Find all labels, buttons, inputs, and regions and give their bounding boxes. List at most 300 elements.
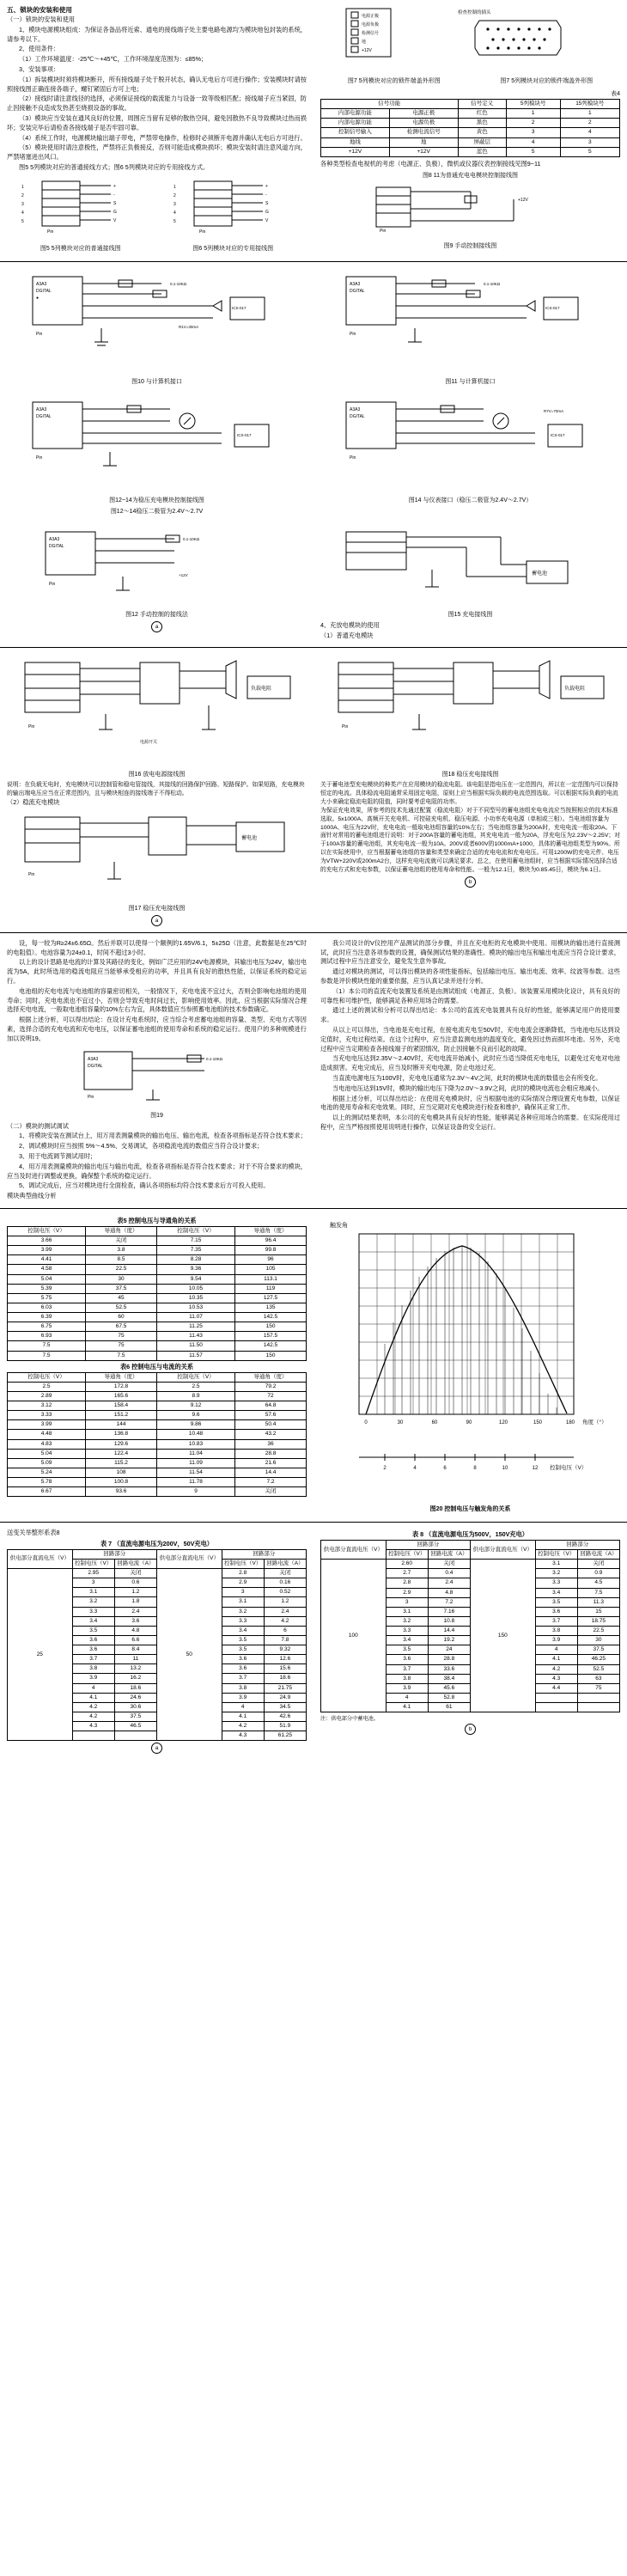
cell: 2.89 [8,1391,86,1401]
column-fig18 [314,650,627,929]
cell: 135 [235,1303,307,1312]
cell: 96.4 [235,1236,307,1246]
cell: 50.4 [235,1420,307,1430]
table-header-cell: 控制电压（V） [535,1550,577,1560]
paragraph: 以上的设计思路是电流的计算及其路径的变化，例如广泛应用的24V电源模块，其输出电压为24V，输出电流为5A，此时所选用的稳流电阻应当能够承受相应的功率，并且具有良好的散热性能，以保证系统的稳定运行。 [7,958,307,986]
cell: 3.3 [535,1578,577,1588]
figure-13 [7,395,307,494]
cell: 3.3 [386,1627,428,1636]
svg-text:A3A3: A3A3 [48,536,59,542]
cell: 地 [389,137,458,147]
cell: 3.3 [222,1616,264,1626]
cell: 4.58 [8,1265,86,1274]
cell: 14.4 [428,1627,470,1636]
cell: 3.6 [72,1645,114,1655]
cell: 2.4 [264,1607,306,1616]
cell: 内部电源功能 [321,109,390,119]
figure-mark-a: a [7,621,307,632]
svg-text:检查控制的插头: 检查控制的插头 [457,10,491,15]
svg-text:电源正极: 电源正极 [361,14,379,19]
cell: 3.8 [72,1664,114,1674]
cell: 52.5 [577,1664,619,1674]
svg-text:DGITAL: DGITAL [87,1063,103,1069]
cell: 37.5 [577,1645,619,1655]
cell: 3.7 [386,1664,428,1674]
cell: 3.9 [535,1636,577,1645]
table-row [8,1487,307,1497]
cell: 3.33 [8,1411,86,1420]
svg-text:2: 2 [173,192,177,198]
table-row [8,1322,307,1332]
table-row [321,147,620,156]
discharge-wiring-16 [11,654,303,764]
cell: 3.4 [222,1626,264,1635]
table-8-note: 注：供电部分中蓄电池。 [320,1716,380,1723]
table-header-cell: 信号定义 [458,100,506,109]
block-figs-12-14 [0,392,627,522]
cell: 黑色 [458,119,506,128]
cell: 3.9 [386,1683,428,1693]
column-chart [314,1212,627,1519]
cell: 7.5 [8,1351,86,1360]
svg-text:4: 4 [412,1465,417,1471]
cell: 18.75 [577,1616,619,1626]
module-schematic-19 [58,1045,256,1105]
cell: 12.6 [264,1655,306,1664]
paragraph: （5）模块使用时请注意极性，严禁将正负极接反，否则可能造成模块损坏；模块安装时请注意风道方向，严禁堵塞进出风口。 [7,143,307,162]
cell: 3 [386,1597,428,1607]
table-row [8,1569,307,1578]
cell: 8.5 [86,1255,157,1265]
svg-text:A3A3: A3A3 [349,281,360,287]
cell: 3.3 [72,1607,114,1616]
svg-text:Pin: Pin [27,724,34,730]
table-header-row [321,100,620,109]
figure-caption-12-14: 图12~14为稳压充电模块控制接线图 [109,497,204,504]
cell: 67.5 [86,1322,157,1332]
cell: 136.8 [86,1430,157,1439]
table-row [8,1284,307,1293]
paragraph: 当充电电压达到2.35V～2.40V时，充电电流开始减小，此时应当适当降低充电电压，以避免过充电对电池造成损害。充电完成后，应当及时断开充电电源，防止电池过充。 [320,1054,620,1072]
divider [0,261,627,262]
cell: 3.1 [386,1607,428,1616]
block-top [0,0,627,259]
svg-text:DGITAL: DGITAL [48,543,64,549]
paragraph: 通过对模块的测试，可以得出模块的各项性能指标，包括输出电压、输出电流、效率、纹波等参数。这些参数是评价模块性能的重要依据，应当认真记录并进行分析。 [320,968,620,986]
figure-caption-15: 图15 充电接线图 [447,611,493,618]
cell: 4.48 [8,1430,86,1439]
svg-text:5: 5 [173,218,177,224]
cell: 11.09 [156,1458,234,1468]
svg-text:ICS-017: ICS-017 [550,432,565,437]
cell: 10.83 [156,1439,234,1449]
cell: 2 [506,119,560,128]
figure-caption-9: 图9 手动控制接线图 [443,242,497,249]
cell: 3.8 [86,1246,157,1255]
block-tables-chart [0,1212,627,1519]
cell: 11.43 [156,1332,234,1341]
computer-interface-schematic-10 [15,268,299,371]
svg-text:5: 5 [21,218,24,224]
cell: 7.35 [156,1246,234,1255]
figure-10 [7,268,307,375]
cell: 6 [264,1626,306,1635]
chart-xlabel-top: 角度（°） [581,1419,607,1425]
cell: 24.9 [264,1693,306,1702]
table-6-title: 表6 控制电压与电流的关系 [119,1362,194,1370]
cell: 4.1 [222,1712,264,1721]
cell: 5.75 [8,1293,86,1303]
cell: 151.2 [86,1411,157,1420]
svg-text:1: 1 [21,184,24,190]
svg-text:S: S [113,200,117,206]
figure-mark-b: b [320,876,620,888]
cell: 4 [560,128,619,137]
svg-text:120: 120 [498,1419,508,1425]
table-header-cell: 回路部分 [72,1549,156,1559]
cell: 5.04 [8,1274,86,1284]
cell: 7.8 [264,1635,306,1645]
cell: 0.16 [264,1578,306,1588]
svg-text:电源开关: 电源开关 [139,740,157,746]
block-text-mid [0,936,627,1206]
column-fig14 [314,392,627,522]
cell: 11.25 [156,1322,234,1332]
cell: 75 [86,1332,157,1341]
cell: 52.5 [86,1303,157,1312]
cell: 5.04 [8,1449,86,1458]
table-header-row [8,1549,307,1559]
cell: 0.9 [577,1569,619,1578]
table-row [8,1382,307,1391]
svg-text:4: 4 [21,210,24,216]
table-row [8,1303,307,1312]
paragraph: 通过上述的测试和分析可以得出结论：本公司的直流充电装置具有良好的性能，能够满足用户的使用要求。 [320,1006,620,1024]
paragraph: （4）系统工作时，电源模块输出端子带电，严禁带电操作，检修时必须断开电源并确认无电后方可进行。 [19,133,307,142]
cell: 0.4 [428,1569,470,1578]
cell: 24 [428,1645,470,1655]
cell: 60 [86,1313,157,1322]
column-fig16 [0,650,314,929]
cell: 9.32 [264,1645,306,1655]
cell: 3.6 [535,1607,577,1616]
cell: 9.36 [156,1265,234,1274]
cell: 172.8 [86,1382,157,1391]
cell: 2.95 [72,1569,114,1578]
svg-text:1: 1 [173,184,177,190]
figure-caption-17: 图17 稳压充电接线图 [128,905,186,912]
cell: 3.7 [72,1655,114,1664]
cell: 蓝色 [458,147,506,156]
table-row [8,1246,307,1255]
svg-text:Pin: Pin [35,455,42,461]
svg-text:+: + [265,183,269,189]
cell: 3.2 [535,1569,577,1578]
cell: 72 [235,1391,307,1401]
cell: 电源正极 [389,109,458,119]
table-header-cell: 供电部分直流电压（V） [156,1549,222,1568]
table-header-cell: 供电部分直流电压（V） [321,1540,387,1559]
cell: 63 [577,1674,619,1683]
svg-text:检测信号: 检测信号 [361,31,379,36]
paragraph: 1、模块电源模块组成：为保证各备品将近索、通电的接线端子处主要电路电源均为模块地包封装的系统，请参考以下。 [7,25,307,43]
cell: 33.6 [428,1664,470,1674]
section-4-sub2: （2）稳流充电模块 [7,798,60,807]
figure-caption-12b: 图12 手动控制的接线法 [125,611,188,618]
figure-caption-8: 图8 11为普通充电电模块控制接线图 [422,172,519,179]
table-header-cell: 导通角（度） [86,1226,157,1236]
regulated-charging-wiring-17 [11,809,303,898]
table-header-cell: 回路部分 [222,1549,306,1559]
cell: 64.8 [235,1401,307,1411]
cell [577,1703,619,1712]
table-row [8,1351,307,1360]
cell: 115.2 [86,1458,157,1468]
paragraph: 1、将模块安装在测试台上，用万用表测量模块的输出电压、输出电流，检查各项指标是否符合技术要求； [19,1132,307,1140]
table-row [8,1341,307,1351]
paragraph: 3、安装事项： [19,64,60,73]
cell: 控制信号输入 [321,128,390,137]
table-8-title: 表 8 （直流电源电压为500V，150V充电） [411,1529,528,1538]
paragraph: （1）本公司的直流充电装置及系统是由测试组成（电源正、负极）。该装置采用模块化设计，具有良好的可靠性和可维护性，能够满足各种应用场合的需要。 [320,986,620,1004]
cell: 15 [577,1607,619,1616]
figure-17 [7,809,307,902]
cell: 127.5 [235,1293,307,1303]
table-row [8,1458,307,1468]
column-fig12b [0,522,314,645]
cell: 75 [86,1341,157,1351]
cell: 10.48 [156,1430,234,1439]
paragraph: 以上的测试结果表明，本公司的充电模块具有良好的性能，能够满足各种应用场合的需要。在实际使用过程中，应当严格按照使用说明进行操作，以保证设备的安全运行。 [320,1114,620,1131]
table-row [8,1478,307,1487]
cell: 10.35 [156,1293,234,1303]
cell: 2.8 [222,1569,264,1578]
cell: 3.6 [72,1635,114,1645]
cell: 4.83 [8,1439,86,1449]
cell: 157.5 [235,1332,307,1341]
table-row [321,109,620,119]
table-row [321,137,620,147]
svg-text:+12V: +12V [517,197,528,203]
svg-text:DGITAL: DGITAL [35,413,52,419]
column-table-8 [314,1525,627,1757]
cell: 4.2 [264,1616,306,1626]
block-tables-7-8 [0,1525,627,1757]
cell: 2.9 [386,1588,428,1597]
cell: 关闭 [86,1236,157,1246]
paragraph: 当电池电压达到15V时，模块的输出电压下降为2.0V～3.9V之间，此时的模块电流也会相应地减小。 [332,1084,604,1092]
svg-text:Pin: Pin [379,228,386,234]
block-figs-16-18 [0,650,627,929]
cell: 3 [72,1578,114,1588]
svg-text:地: 地 [361,40,366,45]
cell: 45.6 [428,1683,470,1693]
table-row [8,1449,307,1458]
cell: 45 [86,1293,157,1303]
figure-15 [320,525,620,608]
cell: 4.41 [8,1255,86,1265]
cell-voltage-right: 150 [470,1560,535,1712]
cell: 43.2 [235,1430,307,1439]
cell: 2 [560,119,619,128]
svg-text:Pin: Pin [341,724,348,730]
paragraph: 当直流电源电压为100V时，充电电压通常为2.3V～4V之间，此时的模块电流的数值也会有所变化。 [332,1073,602,1082]
cell: 4.3 [72,1722,114,1731]
computer-interface-schematic-11 [329,268,612,371]
cell: 1.8 [114,1597,156,1607]
column-fig15 [314,522,627,645]
cell: 关闭 [114,1569,156,1578]
table-5 [7,1226,307,1361]
svg-text:蓄电池: 蓄电池 [240,835,257,841]
paragraph: 各种类型检查电视机的考虑（电源正、负极），微机或仪器仪表控制接线见图9~11 [320,159,541,168]
chart-xlabel: 控制电压（V） [549,1464,587,1471]
figure-caption-11: 图11 与计算机接口 [445,378,496,385]
cell: 7.15 [156,1236,234,1246]
svg-text:4: 4 [173,210,177,216]
table-header-cell: 回路电流（A） [264,1559,306,1568]
cell: 3.1 [535,1560,577,1569]
cell: 61.25 [264,1731,306,1741]
cell: 关闭 [235,1487,307,1497]
cell: 屏蔽层 [458,137,506,147]
cell: 5.78 [8,1478,86,1487]
cell: 105 [235,1265,307,1274]
cell: 21.6 [235,1458,307,1468]
figure-mark-table7 [7,1743,307,1754]
table-row [321,1560,620,1569]
table-row [8,1293,307,1303]
cell: 51.9 [264,1722,306,1731]
table-row [8,1411,307,1420]
cell: 3.8 [535,1627,577,1636]
cell: 3.7 [222,1674,264,1683]
svg-text:60: 60 [431,1419,437,1425]
figure-18 [320,654,620,768]
paragraph: 2、使用条件： [19,45,60,53]
cell: 11.04 [156,1449,234,1458]
paragraph: （1）拆装模块时须将模块断开，所有接线端子处于脱开状态，确认无电后方可进行操作；安装模块时请按照接线图正确连接各端子，螺钉紧固后方可上电； [7,75,307,93]
cell: 165.6 [86,1391,157,1401]
cell: 57.6 [235,1411,307,1420]
divider [0,932,627,933]
cell: 1 [560,109,619,119]
cell: 21.75 [264,1683,306,1693]
table-header-cell: 15列模块号 [560,100,619,109]
table-row [8,1332,307,1341]
block-figs-10-11 [0,265,627,392]
cell: 3.5 [222,1645,264,1655]
column-left-top [0,0,314,259]
cell: 7.5 [8,1341,86,1351]
cell: 7.5 [577,1588,619,1597]
cell: 9.6 [156,1411,234,1420]
cell: 7.2 [428,1597,470,1607]
svg-text:+: + [113,183,116,189]
svg-text:G: G [265,209,270,215]
cell: 13.2 [114,1664,156,1674]
note-18a: 关于蓄电池型充电模块的种类产在应用模块的稳流电阻。该电阻是指电压在一定范围内，所以在一定范围内可以保持恒定的电流。具体稳流电阻通常采用固定电阻，原则上应当根据实际负载的电流范围选取。可以根据实际负载的电流大小来确定稳流电阻的阻值，同时要考虑电阻的功率。 [320,782,618,806]
svg-text:电源负极: 电源负极 [361,22,379,27]
cell: 6.93 [8,1332,86,1341]
cell: 10.05 [156,1284,234,1293]
cell: 4 [222,1702,264,1712]
table-header-cell: 导通角（度） [235,1372,307,1382]
cell [72,1731,114,1741]
cell: 3.7 [535,1616,577,1626]
cell: 14.4 [235,1468,307,1477]
cell: 3.1 [72,1588,114,1597]
svg-text:Pin: Pin [35,331,42,337]
table-4-body [321,109,620,157]
block-figs-12b-15 [0,522,627,645]
svg-text:A3A3: A3A3 [87,1056,98,1062]
svg-text:A3A3: A3A3 [35,281,46,287]
figure-caption-19: 图19 [150,1112,163,1119]
svg-text:DGITAL: DGITAL [35,288,52,294]
cell: 3.6 [386,1655,428,1664]
cell: 142.5 [235,1313,307,1322]
cell: 11.50 [156,1341,234,1351]
svg-text:150: 150 [533,1419,542,1425]
cell [114,1731,156,1741]
cell: 4.1 [535,1655,577,1664]
svg-text:8: 8 [472,1465,477,1471]
svg-text:Pin: Pin [349,331,356,337]
cell: 3.99 [8,1246,86,1255]
svg-text:A3A3: A3A3 [349,406,360,412]
svg-text:6: 6 [442,1465,447,1471]
table-7-group-label: 送变关举整形系表8 [7,1528,60,1536]
cell: 3.5 [222,1635,264,1645]
chart-ylabel: 触发角 [329,1222,348,1229]
column-mid-left [0,936,314,1206]
table-row [8,1401,307,1411]
table-header-cell: 回路部分 [386,1540,470,1549]
cell: 7.2 [235,1478,307,1487]
cell: 100.8 [86,1478,157,1487]
cell: 3.6 [222,1664,264,1674]
svg-text:负载电阻: 负载电阻 [250,687,271,693]
cell: 3 [560,137,619,147]
cell: 2.60 [386,1560,428,1569]
table-header-cell: 控制电压（V） [72,1559,114,1568]
svg-text:90: 90 [466,1419,472,1425]
svg-text:-: - [265,192,267,198]
cell: 8.28 [156,1255,234,1265]
svg-text:R1V=30mA: R1V=30mA [178,324,198,329]
cell: 11.57 [156,1351,234,1360]
cell: 3.4 [386,1636,428,1645]
cell: 5 [506,147,560,156]
table-4-label: 表4 [611,91,620,97]
chart-caption-20: 图20 控制电压与触发角的关系 [429,1505,511,1512]
cell: 11 [114,1655,156,1664]
cell: 36 [235,1439,307,1449]
cell: 37.5 [114,1712,156,1721]
cell: 150 [235,1351,307,1360]
cell: 关闭 [264,1569,306,1578]
cell: 4.3 [535,1674,577,1683]
cell: 42.6 [264,1712,306,1721]
cell: 37.5 [86,1284,157,1293]
svg-text:2: 2 [382,1465,387,1471]
cell: 4 [72,1683,114,1693]
cell: 10.8 [428,1616,470,1626]
cell: 3.66 [8,1236,86,1246]
svg-text:Pin: Pin [46,229,53,235]
table-header-row [8,1226,307,1236]
